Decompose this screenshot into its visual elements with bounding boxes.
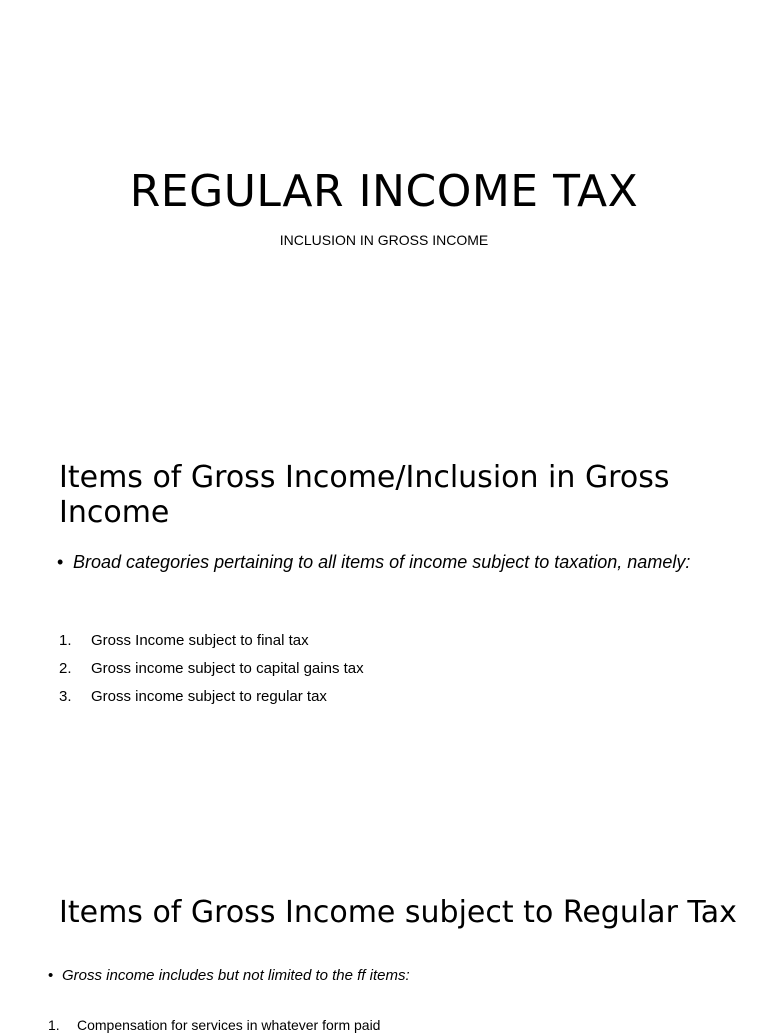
slide-heading: Items of Gross Income subject to Regular Tax xyxy=(59,895,737,930)
list-item xyxy=(59,658,364,686)
bullet-text: Gross income includes but not limited to the ff items: xyxy=(62,967,410,984)
presentation-title: REGULAR INCOME TAX xyxy=(129,166,639,217)
list-item-number: 1. xyxy=(48,1017,60,1033)
list-item-number: 2. xyxy=(59,660,72,677)
bullet-icon: • xyxy=(48,967,54,984)
numbered-list xyxy=(59,630,364,714)
list-item-text: Gross income subject to regular tax xyxy=(91,688,327,705)
list-item xyxy=(59,630,364,658)
list-item xyxy=(59,686,364,714)
bullet-point xyxy=(57,550,717,575)
slide-heading: Items of Gross Income/Inclusion in Gross Income xyxy=(59,460,670,530)
slide-regular-tax-items xyxy=(0,864,768,1033)
bullet-text: Broad categories pertaining to all items of income subject to taxation, namely: xyxy=(73,552,691,572)
list-item-number: 3. xyxy=(59,688,72,705)
bullet-icon: • xyxy=(57,552,64,572)
slide-items-of-gross-income xyxy=(0,432,768,864)
list-item-number: 1. xyxy=(59,632,72,649)
slide-title xyxy=(0,0,768,432)
list-item xyxy=(48,1014,380,1036)
list-item-text: Gross Income subject to final tax xyxy=(91,632,309,649)
bullet-point xyxy=(48,966,748,986)
list-item-text: Compensation for services in whatever form paid xyxy=(77,1017,381,1033)
list-item-text: Gross income subject to capital gains tax xyxy=(91,660,364,677)
numbered-list xyxy=(48,1014,380,1036)
presentation-subtitle: INCLUSION IN GROSS INCOME xyxy=(279,232,489,248)
